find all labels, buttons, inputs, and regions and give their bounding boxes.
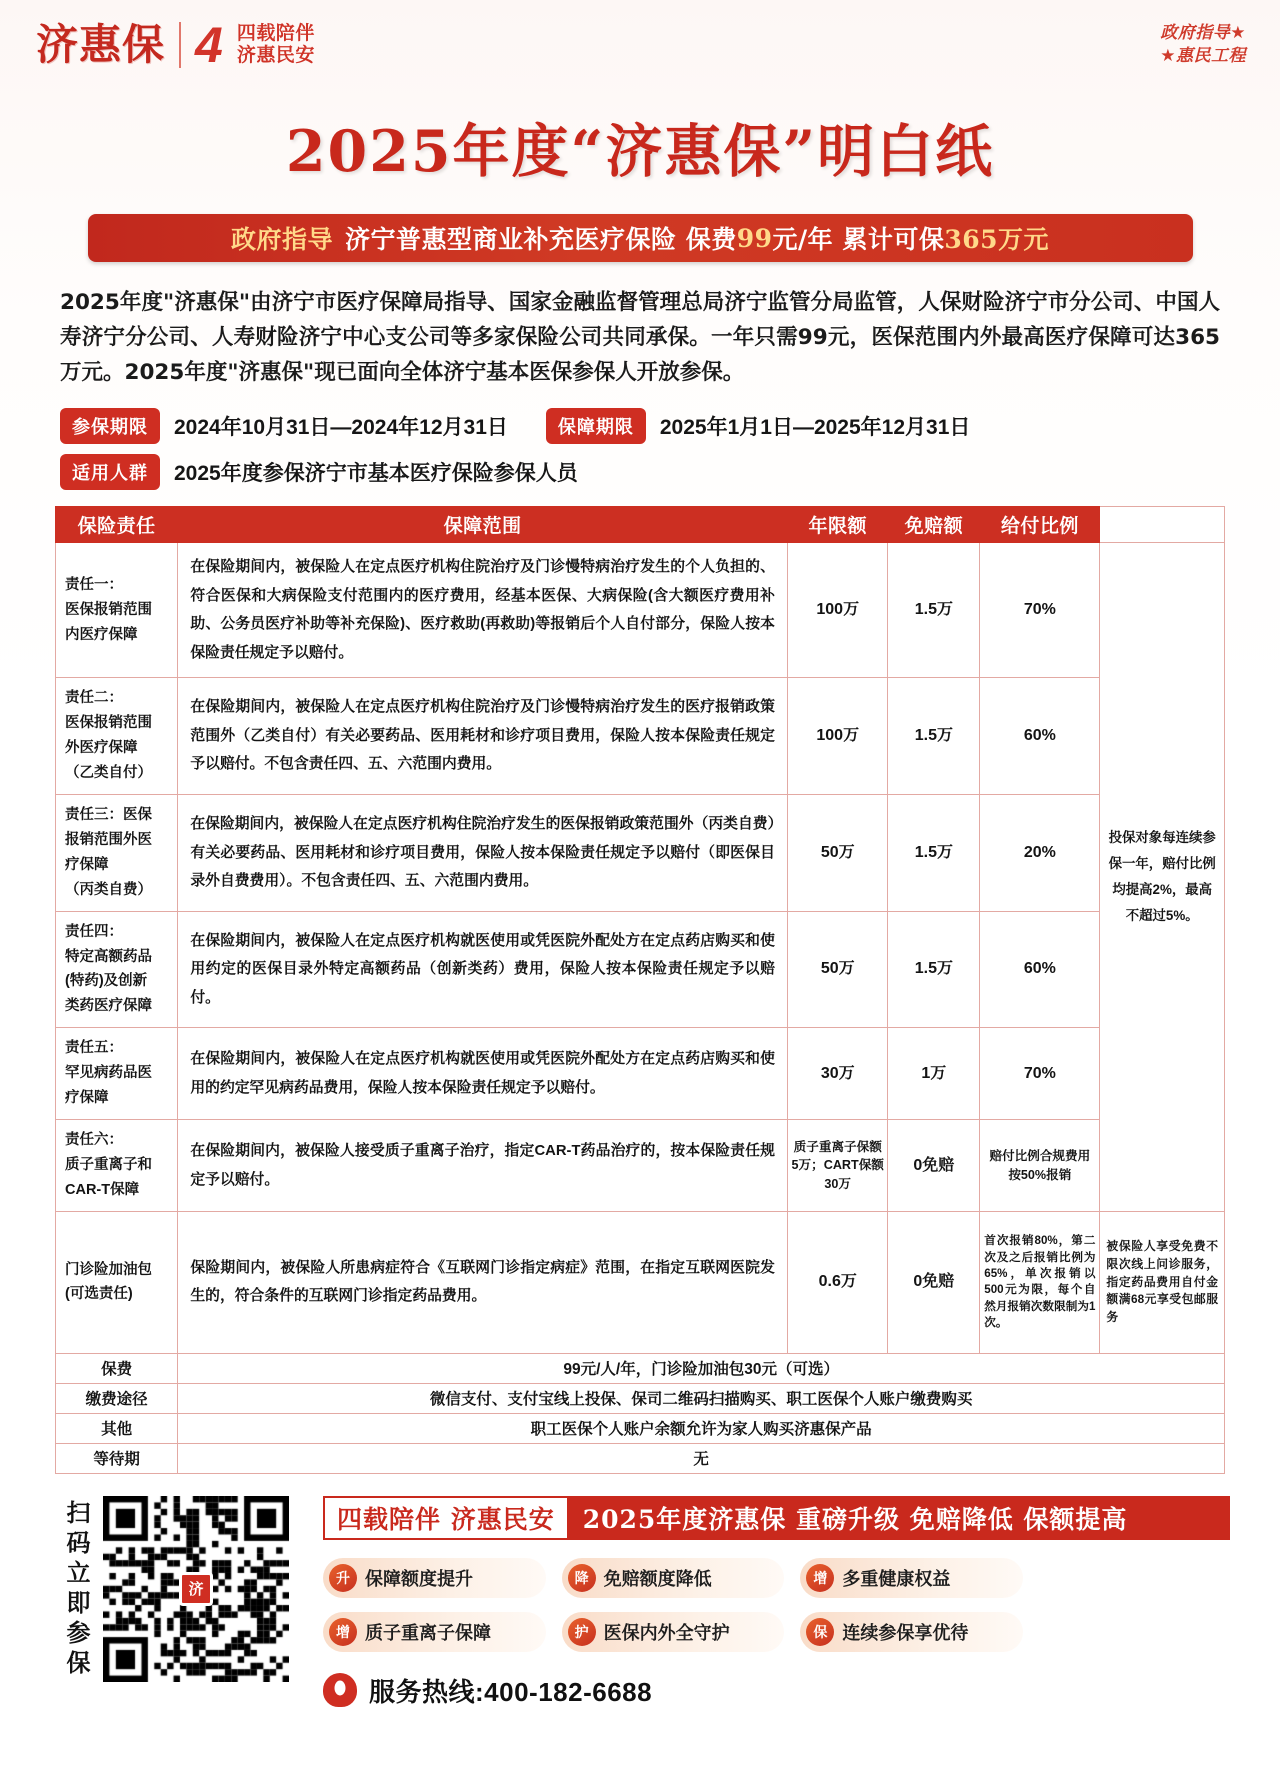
table-row (56, 911, 1225, 1028)
feature-chip (562, 1558, 785, 1598)
feature-chip (323, 1612, 546, 1652)
cell-payout-ratio: 60% (980, 678, 1100, 795)
cell-deductible: 1.5万 (888, 794, 980, 911)
cell-summary-value: 99元/人/年，门诊险加油包30元（可选） (178, 1353, 1225, 1383)
cell-annual-limit: 50万 (787, 794, 888, 911)
qr-code[interactable] (103, 1496, 289, 1682)
gov-tag-line-2: ★惠民工程 (1160, 45, 1246, 65)
cell-annual-limit: 30万 (787, 1028, 888, 1120)
chip-label: 连续参保享优待 (842, 1622, 969, 1643)
cell-continuous-enrollment-note: 投保对象每连续参保一年，赔付比例均提高2%，最高不超过5%。 (1100, 543, 1225, 1212)
cell-summary-value: 职工医保个人账户余额允许为家人购买济惠保产品 (178, 1413, 1225, 1443)
cell-payout-ratio: 20% (980, 794, 1100, 911)
cell-duty-scope: 保险期间内，被保险人所患病症符合《互联网门诊指定病症》范围，在指定互联网医院发生的，符合条件的互联网门诊指定药品费用。 (178, 1211, 788, 1353)
cell-summary-value: 微信支付、支付宝线上投保、保司二维码扫描购买、职工医保个人账户缴费购买 (178, 1383, 1225, 1413)
table-header-row (56, 507, 1225, 543)
banner-price: 99 (736, 223, 773, 253)
table-row (56, 1120, 1225, 1212)
enrollment-period-label: 参保期限 (60, 408, 160, 444)
table-summary-row (56, 1383, 1225, 1413)
chip-badge-icon: 降 (568, 1564, 596, 1592)
cell-outpatient-note: 被保险人享受免费不限次线上问诊服务，指定药品费用自付金额满68元享受包邮服务 (1100, 1211, 1225, 1353)
th-annual-limit: 年限额 (787, 507, 888, 543)
feature-chip (800, 1612, 1023, 1652)
brand-logo (36, 16, 315, 73)
chip-label: 医保内外全守护 (603, 1622, 730, 1643)
table-row (56, 1211, 1225, 1353)
table-summary-row (56, 1353, 1225, 1383)
banner-main-text: 济宁普惠型商业补充医疗保险 保费 (344, 225, 737, 254)
audience-value: 2025年度参保济宁市基本医疗保险参保人员 (174, 462, 578, 486)
service-hotline (323, 1672, 1230, 1709)
banner-price-suffix: 元/年 累计可保 (772, 225, 945, 254)
coverage-period-value: 2025年1月1日—2025年12月31日 (659, 416, 971, 440)
chip-label: 质子重离子保障 (365, 1622, 491, 1643)
cell-summary-label: 保费 (56, 1353, 178, 1383)
table-row (56, 678, 1225, 795)
cell-summary-label: 等待期 (56, 1443, 178, 1473)
phone-icon (323, 1673, 357, 1707)
qr-block (58, 1496, 289, 1704)
cell-annual-limit: 100万 (787, 543, 888, 678)
chip-label: 保障额度提升 (365, 1568, 473, 1589)
chip-badge-icon: 升 (329, 1564, 357, 1592)
cell-duty-name: 责任六： 质子重离子和 CAR-T保障 (56, 1120, 178, 1212)
feature-chip (323, 1558, 546, 1598)
cell-payout-ratio: 首次报销80%，第二次及之后报销比例为65%，单次报销以500元为限，每个自然月报销次数限制为1次。 (980, 1211, 1100, 1353)
table-row (56, 543, 1225, 678)
chip-label: 免赔额度降低 (603, 1568, 712, 1589)
th-deductible: 免赔额 (888, 507, 980, 543)
table-row (56, 794, 1225, 911)
th-payout-ratio: 给付比例 (980, 507, 1100, 543)
qr-label: 扫码立即参保 (62, 1499, 89, 1680)
cell-duty-name: 责任四： 特定高额药品 (特药)及创新 类药医疗保障 (56, 911, 178, 1028)
page-header (0, 0, 1280, 96)
cell-duty-name: 责任二： 医保报销范围 外医疗保障 （乙类自付） (56, 678, 178, 795)
promo-section (305, 1496, 1230, 1709)
page-footer (0, 1496, 1280, 1709)
th-blank-note (1100, 507, 1225, 543)
cell-annual-limit: 50万 (787, 911, 888, 1028)
enrollment-period-value: 2024年10月31日—2024年12月31日 (174, 416, 508, 440)
cell-duty-name: 责任一： 医保报销范围 内医疗保障 (56, 543, 178, 678)
benefits-table (55, 506, 1225, 1474)
government-endorsement-tag (1160, 22, 1246, 68)
meta-line-audience (60, 454, 1280, 490)
cell-duty-scope: 在保险期间内，被保险人在定点医疗机构住院治疗及门诊慢特病治疗发生的医疗报销政策范围外（乙类自付）有关必要药品、医用耗材和诊疗项目费用，保险人按本保险责任规定予以赔付。不包含责任四、五、六范围内费用。 (178, 678, 788, 795)
cell-summary-label: 其他 (56, 1413, 178, 1443)
th-duty: 保险责任 (56, 507, 178, 543)
benefits-table-wrapper (55, 506, 1225, 1474)
table-summary-row (56, 1443, 1225, 1473)
cell-deductible: 1.5万 (888, 543, 980, 678)
cell-deductible: 1.5万 (888, 911, 980, 1028)
meta-line-periods (60, 408, 1280, 444)
brand-anniversary-number: 4 (195, 16, 223, 73)
cell-summary-value: 无 (178, 1443, 1225, 1473)
gov-tag-line-1: 政府指导★ (1160, 23, 1246, 42)
page-title: 2025年度“济惠保”明白纸 (285, 118, 995, 185)
brand-divider (179, 22, 181, 68)
chip-badge-icon: 护 (568, 1618, 596, 1646)
cell-payout-ratio: 60% (980, 911, 1100, 1028)
price-banner (88, 214, 1193, 262)
cell-payout-ratio: 赔付比例合规费用按50%报销 (980, 1120, 1100, 1212)
brand-slogan-line-1: 四载陪伴 (236, 22, 315, 44)
brand-slogan (237, 23, 315, 68)
brand-slogan-line-2: 济惠民安 (236, 45, 315, 66)
cell-duty-scope: 在保险期间内，被保险人在定点医疗机构住院治疗发生的医保报销政策范围外（丙类自费）有关必要药品、医用耗材和诊疗项目费用，保险人按本保险责任规定予以赔付（即医保目录外自费费用）。不包含责任四、五、六范围内费用。 (178, 794, 788, 911)
cell-deductible: 1万 (888, 1028, 980, 1120)
cell-duty-name: 责任三：医保 报销范围外医 疗保障 （丙类自费） (56, 794, 178, 911)
cell-duty-scope: 在保险期间内，被保险人在定点医疗机构就医使用或凭医院外配处方在定点药店购买和使用的约定罕见病药品费用，保险人按本保险责任规定予以赔付。 (178, 1028, 788, 1120)
cell-deductible: 0免赔 (888, 1211, 980, 1353)
promo-headline (323, 1496, 1230, 1540)
table-row (56, 1028, 1225, 1120)
banner-gov-highlight: 政府指导 (230, 225, 333, 254)
table-head (56, 507, 1225, 543)
table-body (56, 543, 1225, 1474)
cell-annual-limit: 100万 (787, 678, 888, 795)
cell-summary-label: 缴费途径 (56, 1383, 178, 1413)
coverage-period-label: 保障期限 (546, 408, 646, 444)
promo-headline-left: 四载陪伴 济惠民安 (323, 1496, 569, 1540)
cell-payout-ratio: 70% (980, 1028, 1100, 1120)
hotline-text (369, 1672, 652, 1709)
promo-headline-right: 2025年度济惠保 重磅升级 免赔降低 保额提高 (569, 1496, 1230, 1540)
th-scope: 保障范围 (178, 507, 788, 543)
cell-annual-limit: 质子重离子保额5万；CART保额30万 (787, 1120, 888, 1212)
chip-badge-icon: 增 (329, 1618, 357, 1646)
cell-duty-scope: 在保险期间内，被保险人接受质子重离子治疗，指定CAR-T药品治疗的，按本保险责任规定予以赔付。 (178, 1120, 788, 1212)
cell-annual-limit: 0.6万 (787, 1211, 888, 1353)
table-summary-row (56, 1413, 1225, 1443)
hotline-label: 服务热线: (369, 1676, 485, 1707)
feature-chip-list (323, 1558, 1023, 1652)
feature-chip (800, 1558, 1023, 1598)
cell-deductible: 1.5万 (888, 678, 980, 795)
audience-label: 适用人群 (60, 454, 160, 490)
cell-duty-name: 责任五： 罕见病药品医 疗保障 (56, 1028, 178, 1120)
cell-payout-ratio: 70% (980, 543, 1100, 678)
brand-name: 济惠保 (36, 20, 166, 69)
meta-info (60, 408, 1280, 490)
cell-duty-name: 门诊险加油包 (可选责任) (56, 1211, 178, 1353)
chip-label: 多重健康权益 (842, 1568, 951, 1589)
qr-center-logo: 济 (179, 1572, 213, 1606)
chip-badge-icon: 增 (806, 1564, 834, 1592)
intro-paragraph: 2025年度"济惠保"由济宁市医疗保障局指导、国家金融监督管理总局济宁监管分局监管，人保财险济宁市分公司、中国人寿济宁分公司、人寿财险济宁中心支公司等多家保险公司共同承保。一年只需99元，医保范围内外最高医疗保障可达365万元。2025年度"济惠保"现已面向全体济宁基本医保参保人开放参保。 (60, 290, 1220, 385)
feature-chip (562, 1612, 785, 1652)
cell-deductible: 0免赔 (888, 1120, 980, 1212)
hotline-number: 400-182-6688 (484, 1676, 653, 1707)
chip-badge-icon: 保 (806, 1618, 834, 1646)
cell-duty-scope: 在保险期间内，被保险人在定点医疗机构就医使用或凭医院外配处方在定点药店购买和使用约定的医保目录外特定高额药品（创新类药）费用，保险人按本保险责任规定予以赔付。 (178, 911, 788, 1028)
cell-duty-scope: 在保险期间内，被保险人在定点医疗机构住院治疗及门诊慢特病治疗发生的个人负担的、符合医保和大病保险支付范围内的医疗费用，经基本医保、大病保险(含大额医疗费用补助、公务员医疗补助等补充保险)、医疗救助(再救助)等报销后个人自付部分，保险人按本保险责任规定予以赔付。 (178, 543, 788, 678)
banner-coverage: 365万元 (944, 225, 1050, 254)
